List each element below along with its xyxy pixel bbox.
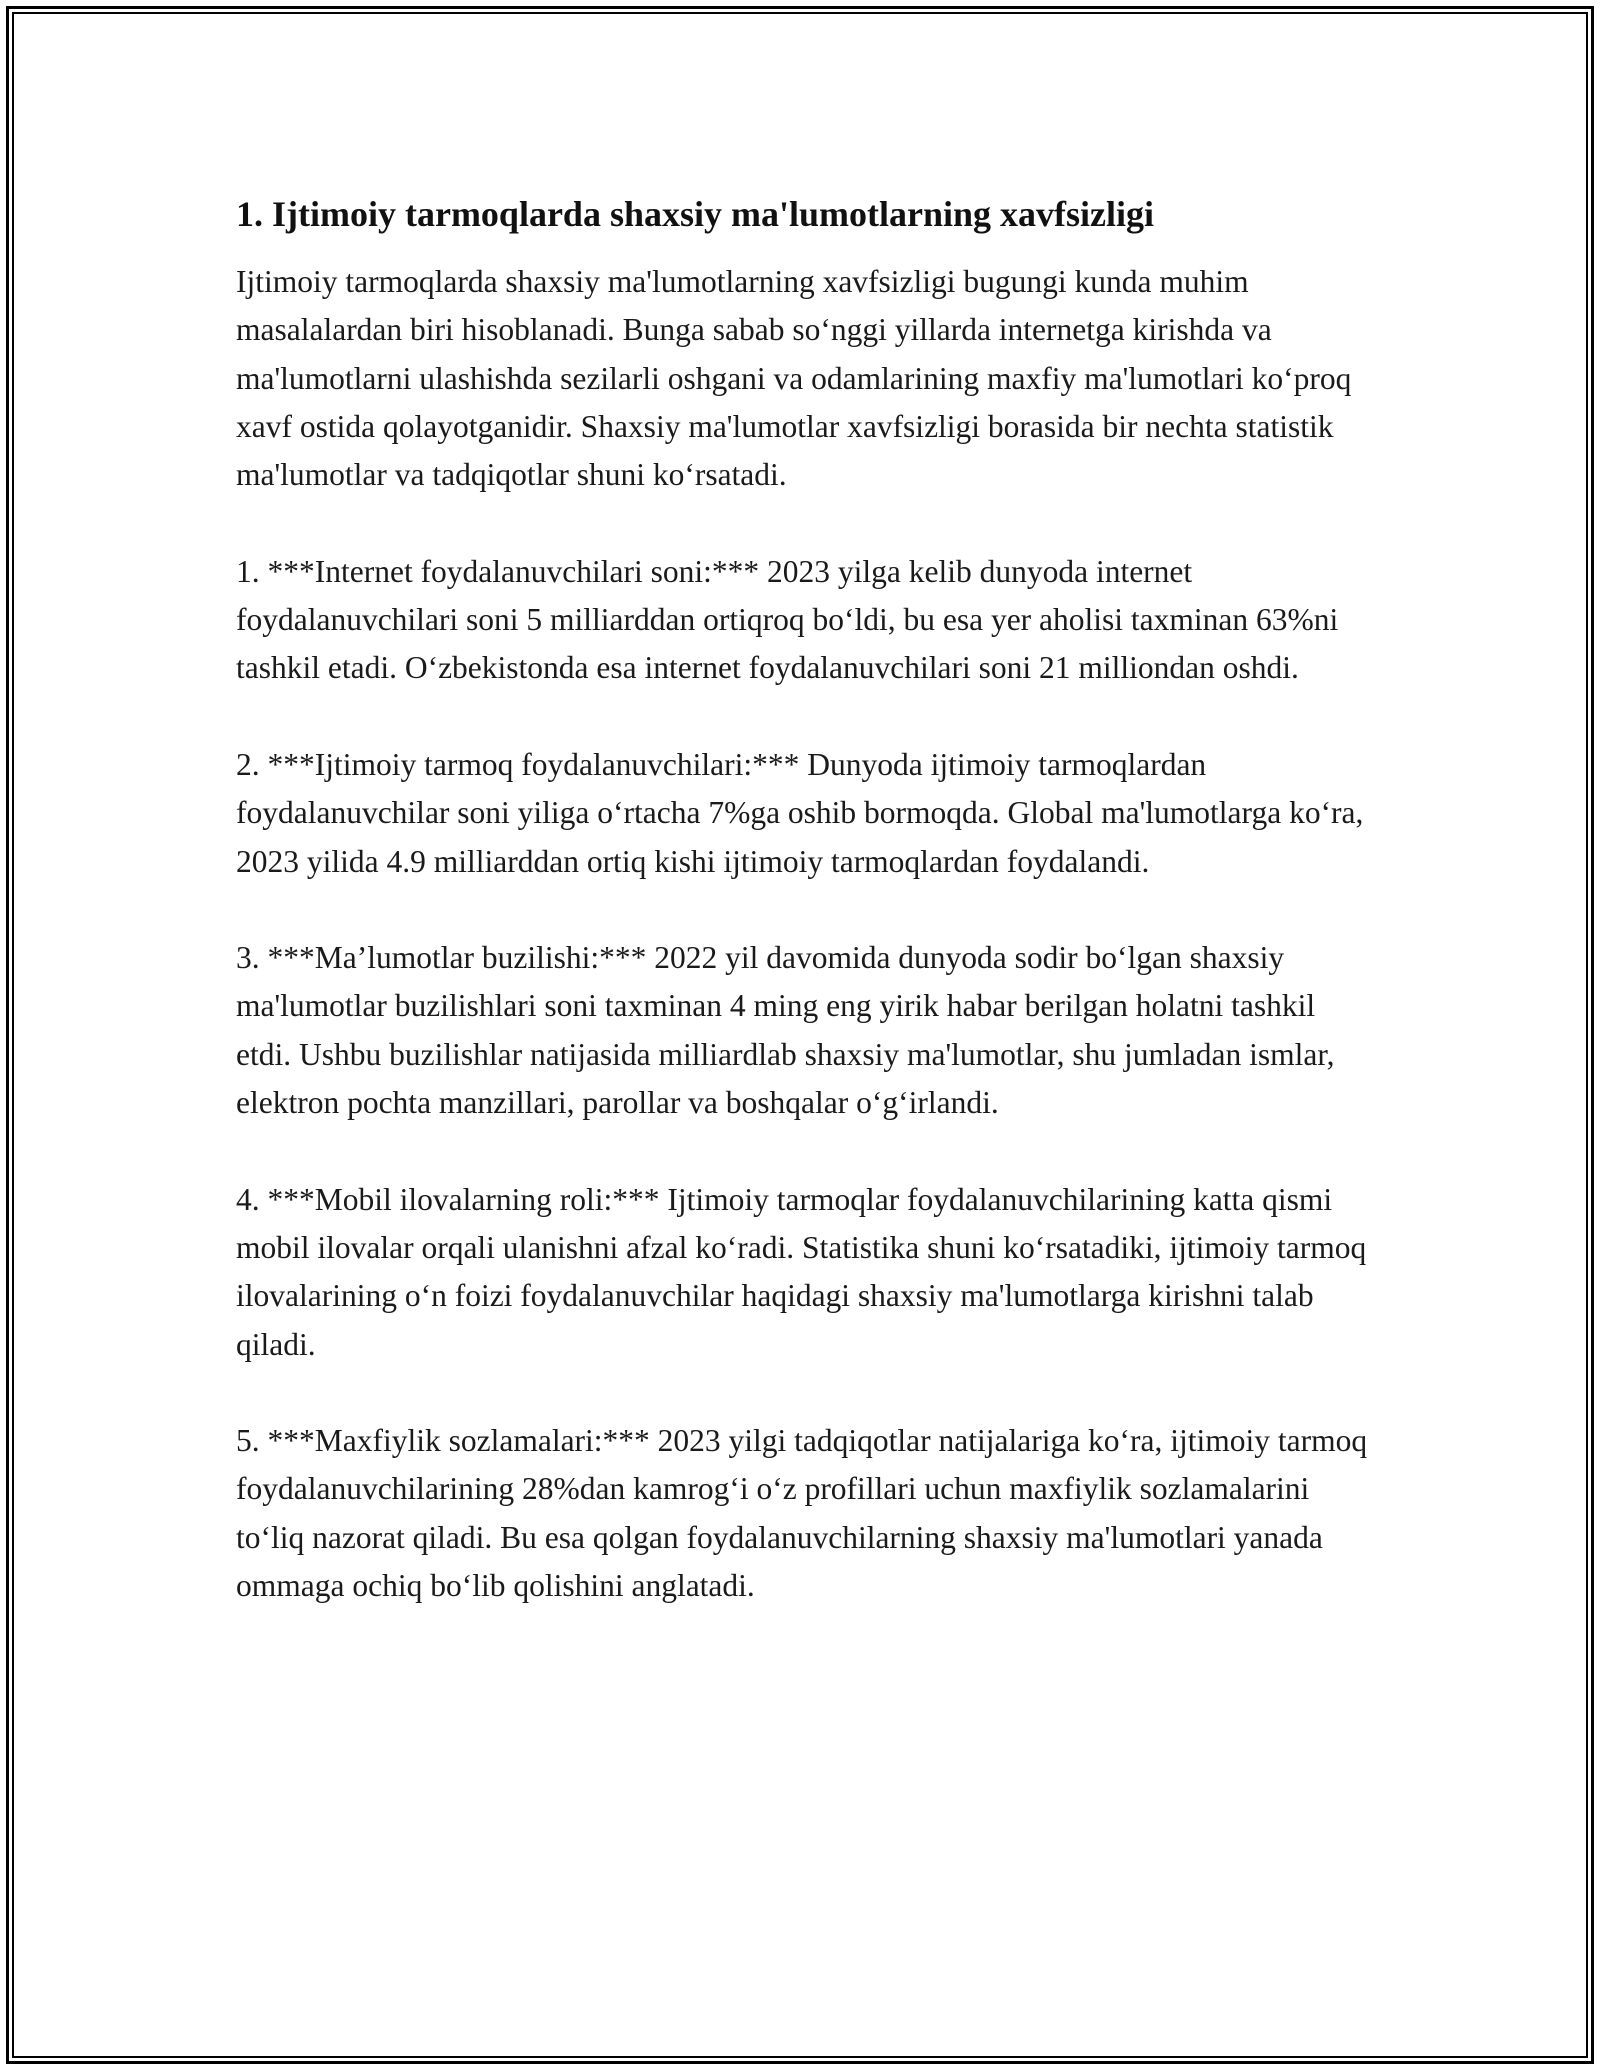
paragraph-mobile-apps: 4. ***Mobil ilovalarning roli:*** Ijtimoiy tarmoqlar foydalanuvchilarining katta qismi mobil ilovalar orqali ulanishni afzal ko‘radi. Statistika shuni ko‘rsatadiki, ijtimoiy tarmoq ilovalarining o‘n foizi foydalanuvchilar haqidagi shaxsiy ma'lumotlarga kirishni talab qiladi. xyxy=(236,1181,1367,1362)
paragraph-social-network-users: 2. ***Ijtimoiy tarmoq foydalanuvchilari:*** Dunyoda ijtimoiy tarmoqlardan foydalanuvchilar soni yiliga o‘rtacha 7%ga oshib bormoqda. Global ma'lumotlarga ko‘ra, 2023 yilida 4.9 milliarddan ortiq kishi ijtimoiy tarmoqlardan foydalandi. xyxy=(236,746,1364,879)
document-body xyxy=(236,190,1376,1610)
paragraph-privacy-settings: 5. ***Maxfiylik sozlamalari:*** 2023 yilgi tadqiqotlar natijalariga ko‘ra, ijtimoiy tarmoq foydalanuvchilarining 28%dan kamrog‘i o‘z profillari uchun maxfiylik sozlamalarini to‘liq nazorat qiladi. Bu esa qolgan foydalanuvchilarning shaxsiy ma'lumotlari yanada ommaga ochiq bo‘lib qolishini anglatadi. xyxy=(236,1423,1368,1604)
intro-paragraph: Ijtimoiy tarmoqlarda shaxsiy ma'lumotlarning xavfsizligi bugungi kunda muhim masalalardan biri hisoblanadi. Bunga sabab so‘nggi yillarda internetga kirishda va ma'lumotlarni ulashishda sezilarli oshgani va odamlarining maxfiy ma'lumotlari ko‘proq xavf ostida qolayotganidir. Shaxsiy ma'lumotlar xavfsizligi borasida bir nechta statistik ma'lumotlar va tadqiqotlar shuni ko‘rsatadi. xyxy=(236,264,1352,493)
document-title: 1. Ijtimoiy tarmoqlarda shaxsiy ma'lumotlarning xavfsizligi xyxy=(236,194,1154,234)
paragraph-data-breaches: 3. ***Ma’lumotlar buzilishi:*** 2022 yil davomida dunyoda sodir bo‘lgan shaxsiy ma'lumotlar buzilishlari soni taxminan 4 ming eng yirik habar berilgan holatni tashkil etdi. Ushbu buzilishlar natijasida milliardlab shaxsiy ma'lumotlar, shu jumladan ismlar, elektron pochta manzillari, parollar va boshqalar o‘g‘irlandi. xyxy=(236,940,1335,1121)
paragraph-internet-users: 1. ***Internet foydalanuvchilari soni:*** 2023 yilga kelib dunyoda internet foydalanuvchilari soni 5 milliarddan ortiqroq bo‘ldi, bu esa yer aholisi taxminan 63%ni tashkil etadi. O‘zbekistonda esa internet foydalanuvchilari soni 21 milliondan oshdi. xyxy=(236,553,1339,686)
